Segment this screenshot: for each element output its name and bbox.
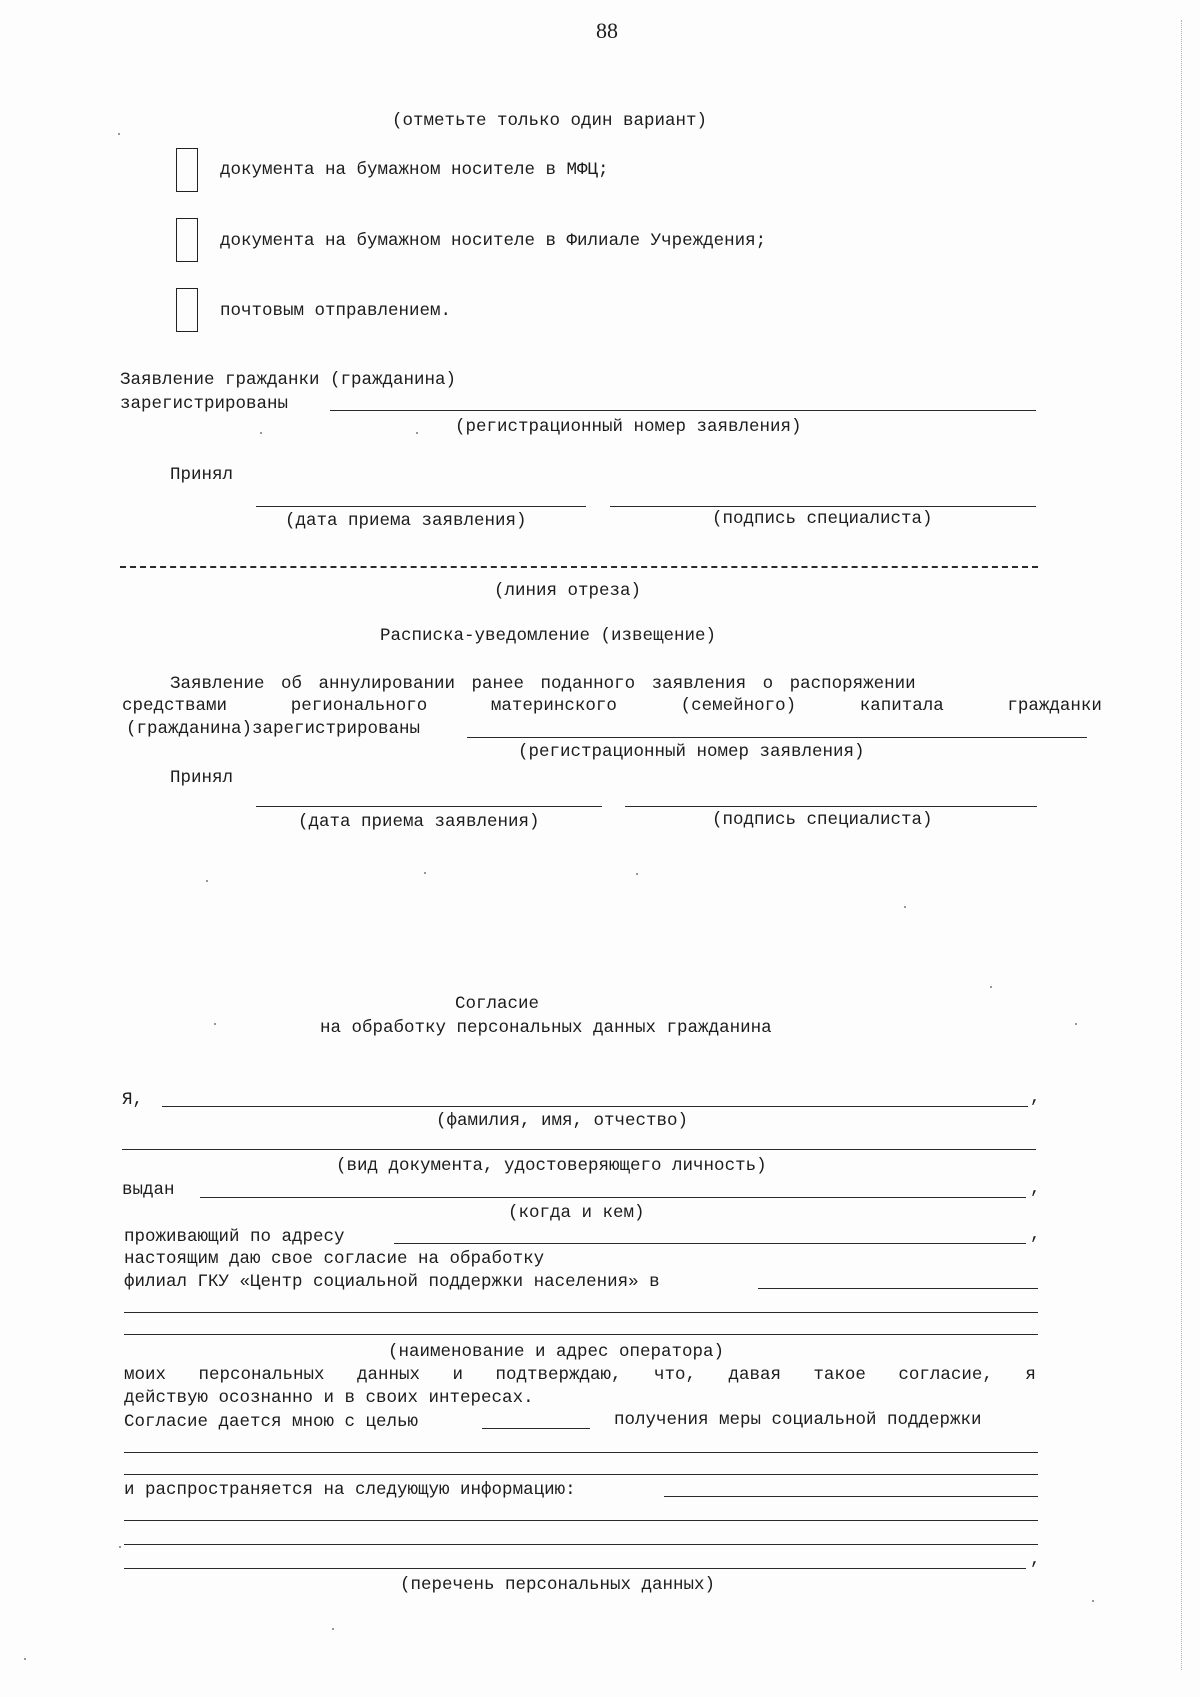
option-branch-label: документа на бумажном носителе в Филиале Учреждения; (220, 231, 767, 251)
receipt-title: Расписка-уведомление (извещение) (380, 626, 717, 646)
consent-statement: настоящим даю свое согласие на обработку (124, 1249, 545, 1269)
operator-field-line-1[interactable] (758, 1288, 1038, 1289)
consent-title: Согласие (455, 994, 540, 1014)
scan-speck (904, 906, 906, 908)
issued-by-caption: (когда и кем) (508, 1203, 645, 1223)
information-label: и распространяется на следующую информацию: (124, 1480, 576, 1500)
receipt-accepted-label: Принял (170, 768, 234, 788)
word: регионального (290, 696, 428, 716)
purpose-text: получения меры социальной поддержки (614, 1410, 982, 1430)
scan-margin-rule (1181, 20, 1182, 1670)
word: подтверждаю, (495, 1365, 622, 1385)
word: данных (356, 1365, 420, 1385)
operator-field-line-3[interactable] (124, 1334, 1038, 1335)
issued-by-field[interactable] (200, 1197, 1026, 1198)
personal-data-field-line-1[interactable] (664, 1496, 1038, 1497)
receipt-acceptance-date-caption: (дата приема заявления) (298, 812, 540, 832)
cut-line-caption: (линия отреза) (494, 581, 642, 601)
comma: , (1030, 1225, 1041, 1245)
acceptance-date-caption: (дата приема заявления) (285, 511, 527, 531)
scan-speck (260, 432, 262, 434)
identity-document-caption: (вид документа, удостоверяющего личность) (336, 1156, 767, 1176)
full-name-caption: (фамилия, имя, отчество) (436, 1111, 689, 1131)
scan-speck (24, 1658, 26, 1660)
comma: , (1030, 1550, 1041, 1570)
word: персональных (198, 1365, 325, 1385)
registered-label: зарегистрированы (120, 394, 289, 414)
word: давая (728, 1365, 781, 1385)
application-citizen-label: Заявление гражданки (гражданина) (120, 370, 457, 390)
scan-speck (119, 1546, 121, 1548)
scan-speck (1075, 1023, 1077, 1025)
purpose-line-2[interactable] (124, 1452, 1038, 1453)
scan-speck (214, 1023, 216, 1025)
branch-label: филиал ГКУ «Центр социальной поддержки населения» в (124, 1272, 660, 1292)
option-post-label: почтовым отправлением. (220, 301, 452, 321)
word: гражданки (1007, 696, 1102, 716)
checkbox-post[interactable] (176, 288, 198, 332)
conscious-statement: действую осознанно и в своих интересах. (124, 1388, 534, 1408)
consent-subtitle: на обработку персональных данных гражданина (320, 1018, 772, 1038)
full-name-field[interactable] (162, 1106, 1028, 1107)
identity-document-field[interactable] (122, 1149, 1036, 1150)
receipt-registration-number-field[interactable] (467, 737, 1087, 738)
scan-speck (416, 432, 418, 434)
operator-caption: (наименование и адрес оператора) (388, 1342, 725, 1362)
checkbox-mfc[interactable] (176, 148, 198, 192)
purpose-line-3[interactable] (124, 1474, 1038, 1475)
issued-label: выдан (122, 1180, 175, 1200)
scan-speck (1092, 1600, 1094, 1602)
scan-speck (424, 872, 426, 874)
specialist-signature-caption: (подпись специалиста) (712, 509, 933, 529)
registration-number-field[interactable] (330, 410, 1036, 411)
word: капитала (859, 696, 944, 716)
confirm-line (124, 1367, 1036, 1385)
receipt-specialist-signature-caption: (подпись специалиста) (712, 810, 933, 830)
receipt-registration-number-caption: (регистрационный номер заявления) (518, 742, 865, 762)
acceptance-date-field[interactable] (256, 506, 586, 507)
checkbox-branch[interactable] (176, 218, 198, 262)
scan-speck (990, 986, 992, 988)
option-mfc-label: документа на бумажном носителе в МФЦ; (220, 160, 609, 180)
personal-data-field-line-4[interactable] (124, 1568, 1026, 1569)
word: и (452, 1365, 463, 1385)
receipt-acceptance-date-field[interactable] (256, 806, 602, 807)
comma: , (1030, 1179, 1041, 1199)
scan-speck (118, 133, 120, 135)
word: моих (124, 1365, 167, 1385)
personal-data-field-line-3[interactable] (124, 1544, 1038, 1545)
personal-data-field-line-2[interactable] (124, 1520, 1038, 1521)
word: материнского (490, 696, 617, 716)
purpose-field[interactable] (482, 1428, 590, 1429)
scan-speck (636, 873, 638, 875)
purpose-label: Согласие дается мною с целью (124, 1412, 419, 1432)
receipt-text-line-1: Заявление об аннулировании ранее поданного заявления о распоряжении (170, 674, 916, 694)
receipt-specialist-signature-field[interactable] (625, 806, 1037, 807)
i-label: Я, (122, 1090, 144, 1110)
comma: , (1030, 1088, 1041, 1108)
registration-number-caption: (регистрационный номер заявления) (455, 417, 802, 437)
specialist-signature-field[interactable] (610, 506, 1036, 507)
word: (семейного) (680, 696, 797, 716)
receipt-registered-label: (гражданина)зарегистрированы (126, 719, 421, 739)
address-field[interactable] (394, 1243, 1026, 1244)
word: средствами (122, 696, 228, 716)
accepted-label: Принял (170, 465, 234, 485)
receipt-text-line-2 (122, 698, 1102, 716)
choose-one-note: (отметьте только один вариант) (392, 111, 708, 131)
word: что, (653, 1365, 696, 1385)
word: согласие, (898, 1365, 993, 1385)
scan-speck (206, 880, 208, 882)
word: я (1025, 1365, 1036, 1385)
address-label: проживающий по адресу (124, 1227, 345, 1247)
page-number: 88 (596, 18, 618, 43)
operator-field-line-2[interactable] (124, 1312, 1038, 1313)
personal-data-caption: (перечень персональных данных) (400, 1575, 716, 1595)
cut-line (120, 566, 1038, 568)
word: такое (813, 1365, 866, 1385)
scan-speck (332, 1628, 334, 1630)
